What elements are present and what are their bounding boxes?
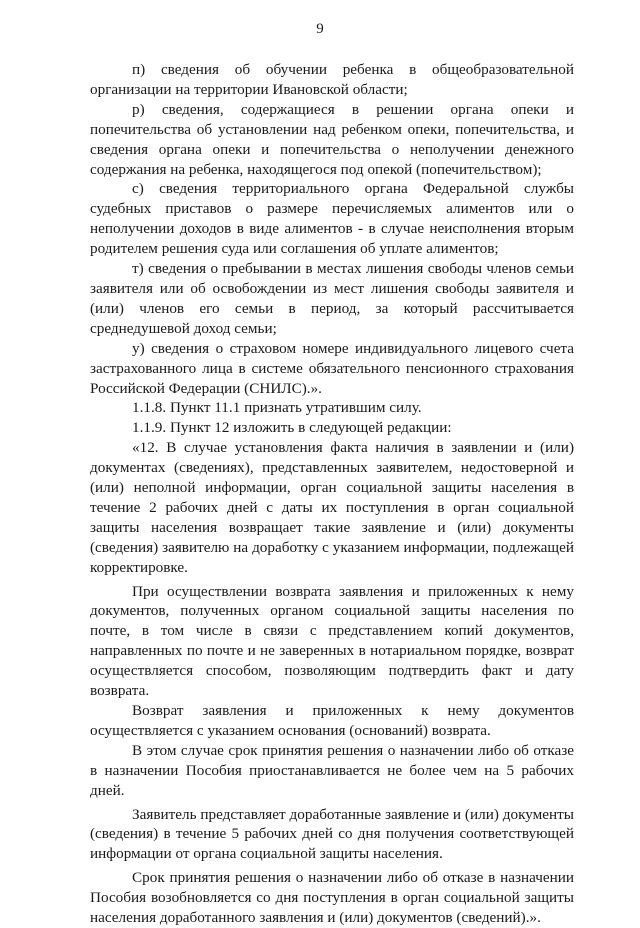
paragraph-p: п) сведения об обучении ребенка в общеобразовательной организации на территории Ивановской области; [90, 61, 574, 98]
paragraph-s: с) сведения территориального органа Федеральной службы судебных приставов о размере перечисляемых алиментов или о неполучении доходов в виде алиментов - в случае неисполнения вторым родителем решения суда или соглашения об уплате алиментов; [90, 180, 574, 258]
paragraph-t: т) сведения о пребывании в местах лишения свободы членов семьи заявителя или об освобождении из мест лишения свободы заявителя и (или) членов его семьи в период, за который рассчитывается среднедушевой доход семьи; [90, 260, 574, 337]
paragraph-return-by-mail: При осуществлении возврата заявления и приложенных к нему документов, полученных органом социальной защиты населения по почте, в том числе в связи с представлением копий документов, направленных по почте и не заверенных в нотариальном порядке, возврат осуществляется способом, позволяющим подтвердить факт и дату возврата. [90, 582, 574, 700]
paragraph-12: «12. В случае установления факта наличия в заявлении и (или) документах (сведениях), представленных заявителем, недостоверной и (или) неполной информации, орган социальной защиты населения в течение 2 рабочих дней с даты их поступления в орган социальной защиты населения возвращает такие заявление и (или) документы (сведения) заявителю на доработку с указанием информации, подлежащей корректировке. [90, 439, 574, 576]
paragraph-1-1-8: 1.1.8. Пункт 11.1 признать утратившим силу. [132, 399, 422, 417]
paragraph-resumption: Срок принятия решения о назначении либо об отказе в назначении Пособия возобновляется со дня поступления в орган социальной защиты населения доработанного заявления и (или) документов (сведений).». [90, 869, 574, 927]
paragraph-suspension: В этом случае срок принятия решения о назначении либо об отказе в назначении Пособия приостанавливается не более чем на 5 рабочих дней. [90, 741, 574, 799]
paragraph-r: р) сведения, содержащиеся в решении органа опеки и попечительства об установлении над ребенком опеки, попечительства, и сведения органа опеки и попечительства о неполучении денежного содержания на ребенка, находящегося под опекой (попечительством); [90, 100, 574, 178]
paragraph-1-1-9: 1.1.9. Пункт 12 изложить в следующей редакции: [132, 419, 452, 437]
document-body [90, 60, 574, 928]
page-number: 9 [316, 21, 324, 37]
paragraph-return-grounds: Возврат заявления и приложенных к нему документов осуществляется с указанием основания (оснований) возврата. [90, 702, 574, 739]
paragraph-u: у) сведения о страховом номере индивидуального лицевого счета застрахованного лица в системе обязательного пенсионного страхования Российской Федерации (СНИЛС).». [90, 339, 574, 397]
paragraph-resubmission: Заявитель представляет доработанные заявление и (или) документы (сведения) в течение 5 рабочих дней со дня получения соответствующей информации от органа социальной защиты населения. [90, 805, 574, 863]
